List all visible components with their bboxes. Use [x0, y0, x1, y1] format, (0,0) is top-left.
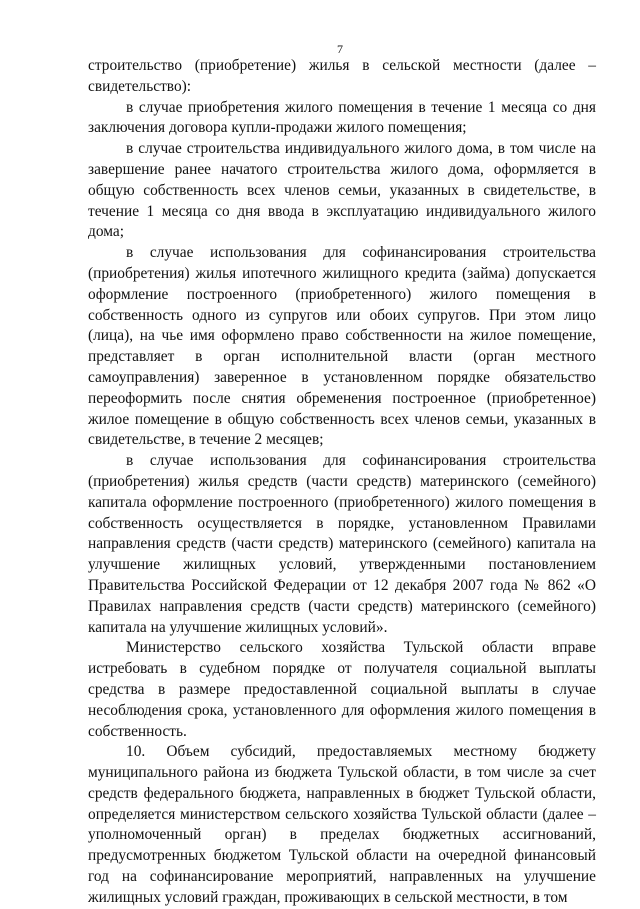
- paragraph: в случае приобретения жилого помещения в течение 1 месяца со дня заключения договора купли-продажи жилого помещения;: [88, 98, 596, 137]
- paragraph: 10. Объем субсидий, предоставляемых местному бюджету муниципального района из бюджета Тульской области, в том числе за счет средств федерального бюджета, направленных в бюджет Тульской области, определяется министерством сельского хозяйства Тульской области (далее – уполномоченный орган) в пределах бюджетных ассигнований, предусмотренных бюджетом Тульской области на очередной финансовый год на софинансирование мероприятий, направленных на улучшение жилищных условий граждан, проживающих в сельской местности, в том: [88, 743, 596, 906]
- paragraph: Министерство сельского хозяйства Тульской области вправе истребовать в судебном порядке от получателя социальной выплаты средства в размере предоставленной социальной выплаты в случае несоблюдения срока, установленного для оформления жилого помещения в собственность.: [88, 639, 596, 740]
- paragraph: в случае использования для софинансирования строительства (приобретения) жилья ипотечного жилищного кредита (займа) допускается оформление построенного (приобретенного) жилого помещения в собственность одного из супругов или обоих супругов. При этом лицо (лица), на чье имя оформлено право собственности на жилое помещение, представляет в орган исполнительной власти (орган местного самоуправления) заверенное в установленном порядке обязательство переоформить после снятия обременения построенное (приобретенное) жилое помещение в общую собственность всех членов семьи, указанных в свидетельстве, в течение 2 месяцев;: [88, 244, 596, 449]
- paragraph: в случае строительства индивидуального жилого дома, в том числе на завершение ранее начатого строительства жилого дома, оформляется в общую собственность всех членов семьи, указанных в свидетельстве, в течение 1 месяца со дня ввода в эксплуатацию индивидуального жилого дома;: [88, 140, 596, 241]
- paragraph: в случае использования для софинансирования строительства (приобретения) жилья средств (части средств) материнского (семейного) капитала оформление построенного (приобретенного) жилого помещения в собственность осуществляется в порядке, установленном Правилами направления средств (части средств) материнского (семейного) капитала на улучшение жилищных условий, утвержденными постановлением Правительства Российской Федерации от 12 декабря 2007 года № 862 «О Правилах направления средств (части средств) материнского (семейного) капитала на улучшение жилищных условий».: [88, 452, 596, 636]
- page-number: 7: [337, 42, 343, 56]
- document-body: [88, 56, 596, 909]
- paragraph: строительство (приобретение) жилья в сельской местности (далее – свидетельство):: [88, 57, 596, 95]
